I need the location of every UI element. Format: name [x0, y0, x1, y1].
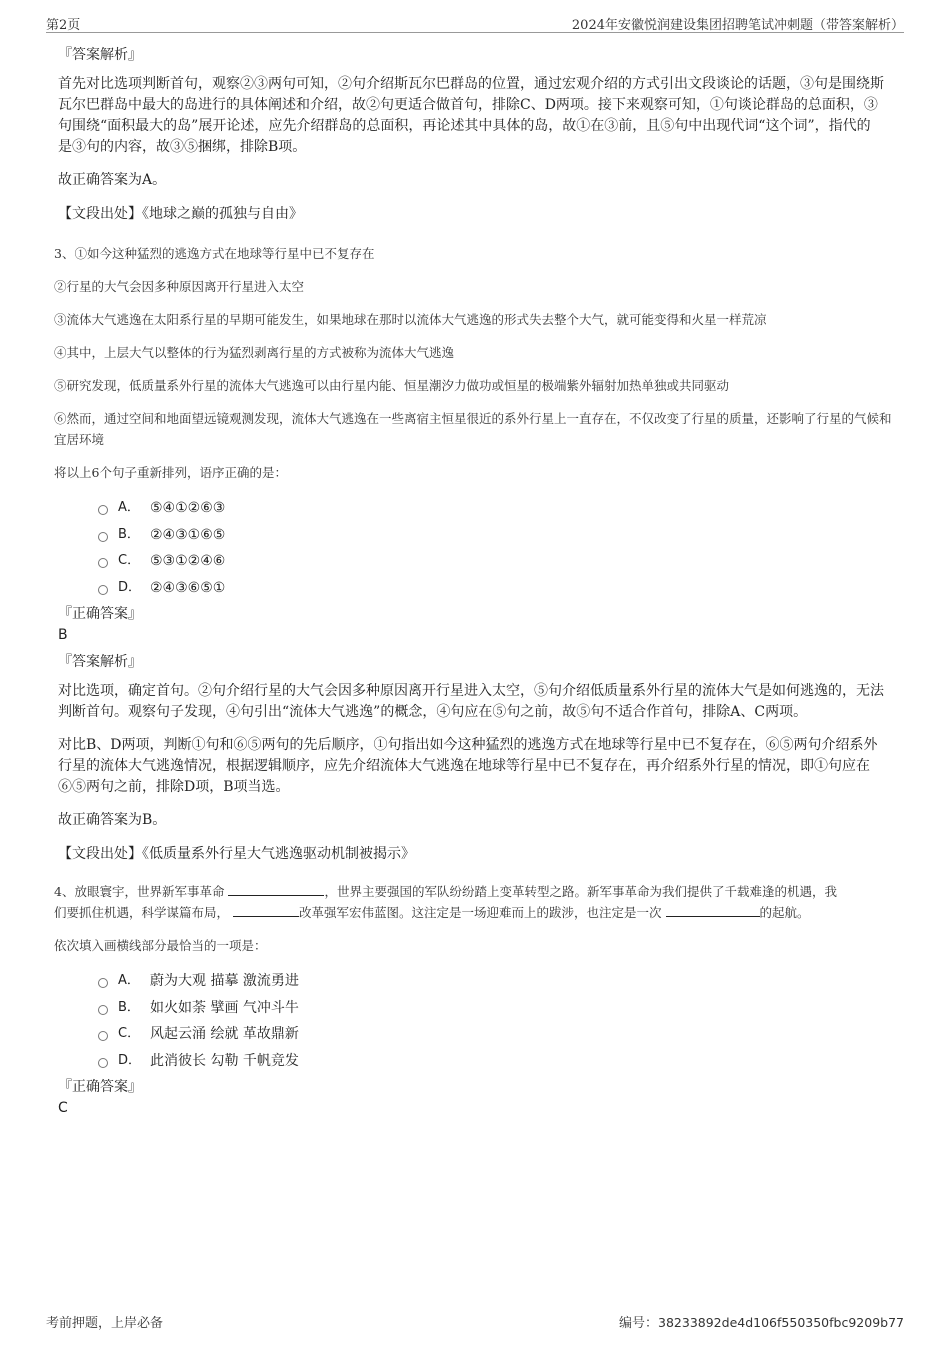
option-text: 蔚为大观 描摹 激流勇进: [150, 973, 299, 989]
page-footer: [46, 1312, 904, 1330]
option-letter: B．: [118, 526, 140, 542]
stem-part: 的起航。: [759, 905, 810, 920]
option-text: ⑤④①②⑥③: [150, 500, 226, 516]
analysis-paragraph: 首先对比选项判断首句，观察②③两句可知，②句介绍斯瓦尔巴群岛的位置，通过宏观介绍的方式引出文段谈论的话题，③句是围绕斯瓦尔巴群岛中最大的岛进行的具体阐述和介绍，故②句更适合做首句，排除C、D两项。接下来观察可知，①句谈论群岛的总面积，③句围绕“面积最大的岛”展开论述，应先介绍群岛的总面积，再论述其中具体的岛，故①在③前，且⑤句中出现代词“这个词”，指代的是③句的内容，故③⑤捆绑，排除B项。: [58, 76, 884, 155]
radio-icon[interactable]: [98, 558, 108, 568]
footer-slogan: 考前押题，上岸必备: [46, 1316, 164, 1331]
analysis-conclusion: 故正确答案为B。: [58, 812, 167, 828]
option-letter: D．: [118, 579, 142, 595]
radio-icon[interactable]: [98, 1005, 108, 1015]
code-value: 38233892de4d106f550350fbc9209b77: [658, 1315, 904, 1330]
sentence-2: ②行星的大气会因多种原因离开行星进入太空: [54, 279, 305, 294]
page-header: [46, 12, 904, 33]
radio-icon[interactable]: [98, 532, 108, 542]
option-text: 风起云涌 绘就 革故鼎新: [150, 1026, 299, 1042]
q2-analysis: [54, 44, 894, 225]
option-text: ②④③①⑥⑤: [150, 526, 226, 543]
option-a[interactable]: [98, 495, 894, 522]
document-code: [619, 1312, 904, 1331]
option-b[interactable]: [98, 995, 894, 1022]
page-number: 第2页: [46, 18, 81, 33]
option-letter: A．: [118, 500, 140, 515]
page-content: [54, 40, 894, 1118]
correct-answer: B: [58, 627, 68, 643]
radio-icon[interactable]: [98, 585, 108, 595]
option-text: 如火如荼 擘画 气冲斗牛: [150, 999, 299, 1016]
radio-icon[interactable]: [98, 1031, 108, 1041]
stem-part: 们要抓住机遇，科学谋篇布局，: [54, 905, 230, 920]
option-text: ⑤③①②④⑥: [150, 553, 226, 569]
sentence-5: ⑤研究发现，低质量系外行星的流体大气逃逸可以由行星内能、恒星潮汐力做功或恒星的极端紫外辐射加热单独或共同驱动: [54, 378, 730, 393]
option-a[interactable]: [98, 968, 894, 995]
radio-icon[interactable]: [98, 1058, 108, 1068]
answer-options: [98, 968, 894, 1074]
option-letter: A．: [118, 973, 140, 988]
option-c[interactable]: [98, 1021, 894, 1048]
option-d[interactable]: [98, 575, 894, 602]
question-3: [54, 243, 894, 865]
correct-answer: C: [58, 1100, 68, 1116]
document-title: 2024年安徽悦润建设集团招聘笔试冲刺题（带答案解析）: [571, 18, 904, 33]
analysis-label: 『答案解析』: [58, 654, 142, 670]
option-letter: C．: [118, 1026, 141, 1041]
option-letter: C．: [118, 553, 141, 568]
question-stem: [54, 881, 894, 923]
sentence-3: ③流体大气逃逸在太阳系行星的早期可能发生，如果地球在那时以流体大气逃逸的形式失去整个大气，就可能变得和火星一样荒凉: [54, 312, 767, 327]
answer-options: [98, 495, 894, 601]
fill-blank-2: [233, 902, 299, 917]
option-letter: D．: [118, 1052, 142, 1068]
option-c[interactable]: [98, 548, 894, 575]
source-citation: 【文段出处】《低质量系外行星大气逃逸驱动机制被揭示》: [58, 846, 415, 862]
analysis-label: 『答案解析』: [58, 47, 142, 63]
analysis-conclusion: 故正确答案为A。: [58, 172, 167, 188]
option-text: 此消彼长 勾勒 千帆竞发: [150, 1052, 299, 1069]
sentence-1: 3、①如今这种猛烈的逃逸方式在地球等行星中已不复存在: [54, 246, 375, 261]
fill-blank-3: [666, 902, 760, 917]
sentence-4: ④其中，上层大气以整体的行为猛烈剥离行星的方式被称为流体大气逃逸: [54, 345, 455, 360]
question-prompt: 依次填入画横线部分最恰当的一项是：: [54, 938, 267, 953]
radio-icon[interactable]: [98, 505, 108, 515]
option-d[interactable]: [98, 1048, 894, 1075]
code-label: 编号：: [619, 1316, 659, 1331]
stem-part: ，世界主要强国的军队纷纷踏上变革转型之路。新军事革命为我们提供了千载难逢的机遇，我: [324, 884, 837, 899]
option-text: ②④③⑥⑤①: [150, 579, 226, 596]
option-b[interactable]: [98, 522, 894, 549]
question-prompt: 将以上6个句子重新排列，语序正确的是：: [54, 465, 287, 480]
stem-part: 4、放眼寰宇，世界新军事革命: [54, 884, 225, 899]
stem-part: 改革强军宏伟蓝图。这注定是一场迎难而上的跋涉，也注定是一次: [299, 905, 662, 920]
question-4: [54, 881, 894, 1118]
fill-blank-1: [228, 881, 324, 896]
correct-answer-label: 『正确答案』: [58, 606, 142, 622]
radio-icon[interactable]: [98, 978, 108, 988]
option-letter: B．: [118, 999, 140, 1015]
analysis-paragraph: 对比B、D两项，判断①句和⑥⑤两句的先后顺序，①句指出如今这种猛烈的逃逸方式在地球等行星中已不复存在，⑥⑤两句介绍系外行星的流体大气逃逸情况，根据逻辑顺序，应先介绍流体大气逃逸在地球等行星中已不复存在，再介绍系外行星的情况，即①句应在⑥⑤两句之前，排除D项，B项当选。: [58, 737, 878, 795]
analysis-paragraph: 对比选项，确定首句。②句介绍行星的大气会因多种原因离开行星进入太空，⑤句介绍低质量系外行星的流体大气是如何逃逸的，无法判断首句。观察句子发现，④句引出“流体大气逃逸”的概念，④句应在⑤句之前，故⑤句不适合作首句，排除A、C两项。: [58, 683, 884, 720]
sentence-6: ⑥然而，通过空间和地面望远镜观测发现，流体大气逃逸在一些离宿主恒星很近的系外行星上一直存在，不仅改变了行星的质量，还影响了行星的气候和宜居环境: [54, 411, 892, 447]
source-citation: 【文段出处】《地球之巅的孤独与自由》: [58, 206, 303, 222]
correct-answer-label: 『正确答案』: [58, 1079, 142, 1095]
